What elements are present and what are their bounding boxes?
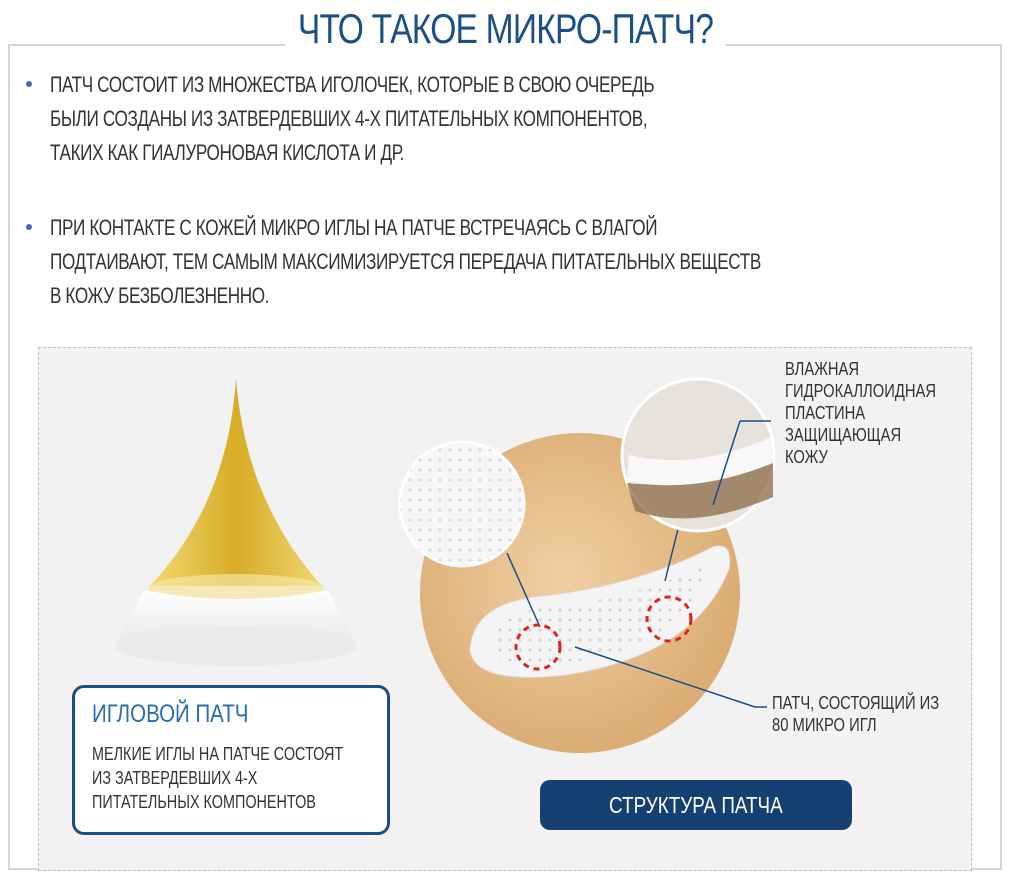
page-title: ЧТО ТАКОЕ МИКРО-ПАТЧ? — [286, 4, 727, 54]
bullet-2 — [26, 211, 996, 313]
bullet-text: ПРИ КОНТАКТЕ С КОЖЕЙ МИКРО ИГЛЫ НА ПАТЧЕ ВСТРЕЧАЯСЬ С ВЛАГОЙ ПОДТАИВАЮТ, ТЕМ САМЫМ МАКСИМИЗИРУЕТСЯ ПЕРЕДАЧА ПИТАТЕЛЬНЫХ ВЕЩЕСТВ В КОЖУ БЕЗБОЛЕЗНЕННО. — [50, 215, 761, 308]
bullet-dot — [26, 224, 32, 230]
bullet-text: ПАТЧ СОСТОИТ ИЗ МНОЖЕСТВА ИГОЛОЧЕК, КОТОРЫЕ В СВОЮ ОЧЕРЕДЬ БЫЛИ СОЗДАНЫ ИЗ ЗАТВЕРДЕВШИХ 4-Х ПИТАТЕЛЬНЫХ КОМПОНЕНТОВ, ТАКИХ КАК ГИАЛУРОНОВАЯ КИСЛОТА И ДР. — [50, 72, 655, 165]
needle-illustration — [86, 376, 386, 686]
bullet-1 — [26, 68, 996, 170]
patch-label: ПАТЧ, СОСТОЯЩИЙ ИЗ 80 МИКРО ИГЛ — [772, 693, 940, 735]
needle-card-heading: ИГЛОВОЙ ПАТЧ — [92, 700, 249, 728]
patch-structure-button[interactable] — [540, 780, 852, 830]
bullet-dot — [26, 81, 32, 87]
patch-structure-diagram — [395, 355, 795, 775]
needle-card-text: МЕЛКИЕ ИГЛЫ НА ПАТЧЕ СОСТОЯТ ИЗ ЗАТВЕРДЕВШИХ 4-Х ПИТАТЕЛЬНЫХ КОМПОНЕНТОВ — [92, 744, 344, 812]
needle-patch-card — [72, 685, 390, 835]
hydrocolloid-label: ВЛАЖНАЯ ГИДРОКАЛЛОИДНАЯ ПЛАСТИНА ЗАЩИЩАЮЩАЯ КОЖУ — [785, 359, 936, 467]
title-bar — [0, 0, 1012, 58]
patch-structure-button-label: СТРУКТУРА ПАТЧА — [609, 792, 783, 818]
